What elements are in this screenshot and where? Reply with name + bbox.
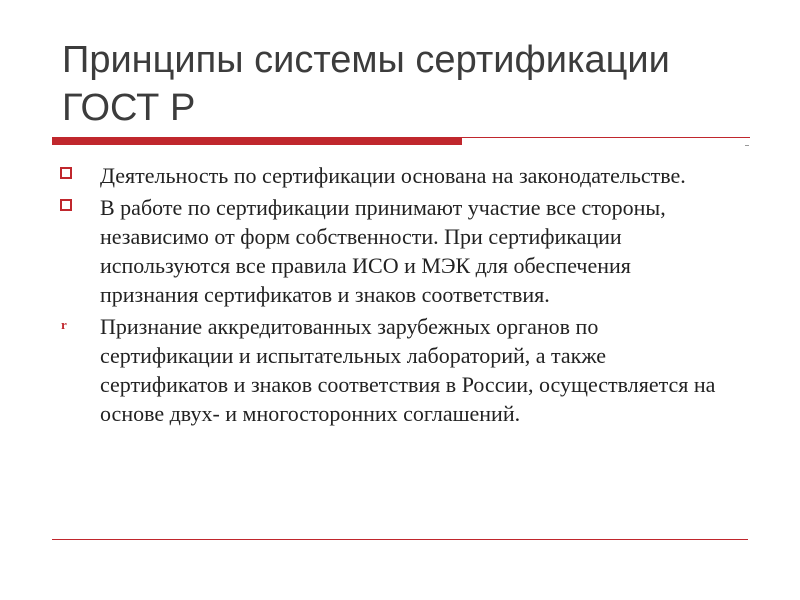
title-underline-thick — [52, 137, 462, 145]
bullet-item-recognition — [60, 312, 720, 428]
bullet-text: Признание аккредитованных зарубежных органов по сертификации и испытательных лабораторий, а также сертификатов и знаков соответствия в России, осуществляется на основе двух- и многосторонних соглашений. — [100, 314, 716, 426]
bullet-text: В работе по сертификации принимают участие все стороны, независимо от форм собственности. При сертификации используются все правила ИСО и МЭК для обеспечения признания сертификатов и знаков соответствия. — [100, 195, 666, 307]
r-bullet-icon: r — [61, 317, 67, 332]
bullet-text: Деятельность по сертификации основана на законодательстве. — [100, 163, 686, 188]
footer-divider — [52, 539, 748, 540]
bullet-list — [60, 161, 720, 431]
bullet-item-participation — [60, 193, 720, 309]
hollow-square-bullet-icon — [60, 199, 72, 211]
hollow-square-bullet-icon — [60, 167, 72, 179]
title-underline-tick — [745, 145, 749, 146]
slide-title: Принципы системы сертификации ГОСТ Р — [62, 39, 670, 129]
bullet-item-legislation — [60, 161, 720, 190]
